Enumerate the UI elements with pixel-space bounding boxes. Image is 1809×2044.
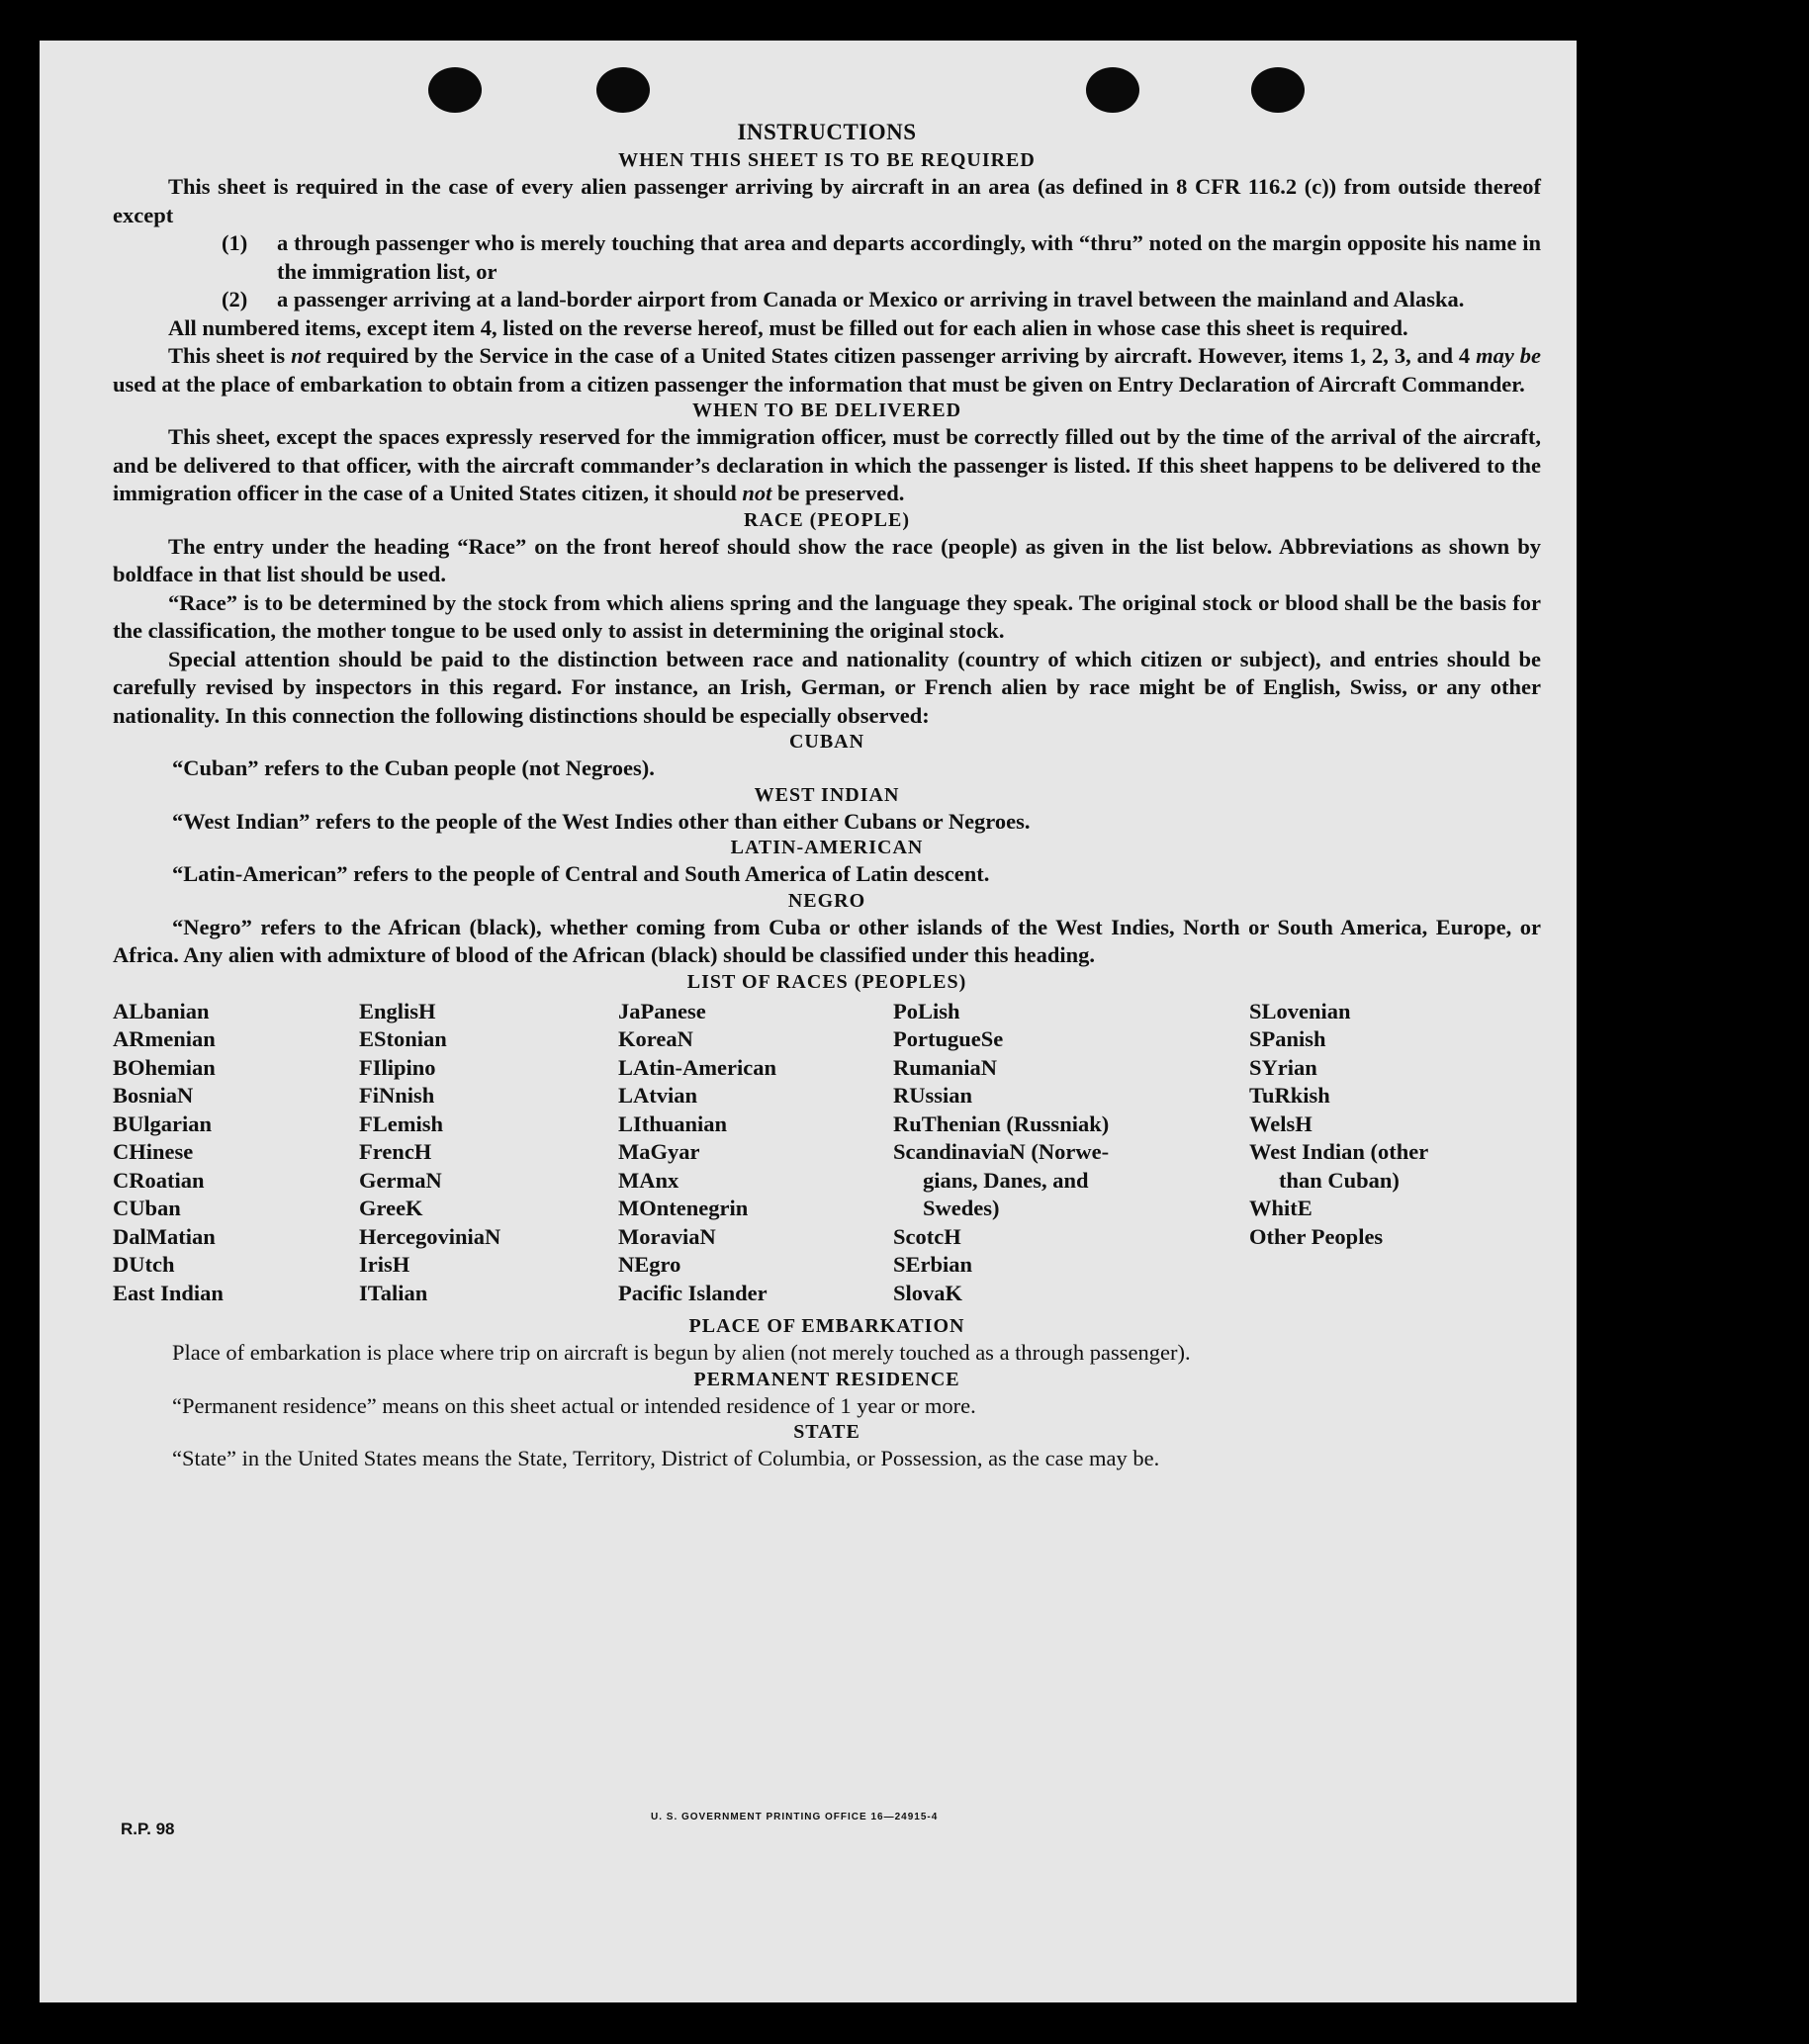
race-entry: NEgro	[618, 1252, 681, 1277]
section-heading-state: STATE	[793, 1421, 860, 1443]
item-number: (1)	[222, 230, 248, 255]
section-heading-embarkation: PLACE OF EMBARKATION	[688, 1315, 965, 1337]
definition: “Negro” refers to the African (black), whether coming from Cuba or other islands of the West Indies, North or South America, Europe, or Africa. Any alien with admixture of blood of the African (black) should be classified under this heading.	[113, 914, 1541, 967]
race-entry: WhitE	[1249, 1196, 1312, 1220]
race-entry: LAtin-American	[618, 1054, 776, 1080]
race-entry: SlovaK	[893, 1280, 963, 1305]
race-entry: SLovenian	[1249, 998, 1351, 1023]
race-entry: MAnx	[618, 1167, 679, 1193]
race-entry: ARmenian	[113, 1026, 216, 1051]
race-entry: CHinese	[113, 1139, 194, 1164]
paragraph: This sheet, except the spaces expressly reserved for the immigration officer, must be correctly filled out by the time of the arrival of the aircraft, and be delivered to that officer, with the aircraft commander’s declaration in which the passenger is listed. If this sheet happens to be delivered to the immigration officer in the case of a United States citizen, it should not be preserved.	[113, 424, 1541, 505]
item-text: a through passenger who is merely touching that area and departs accordingly, with “thru” noted on the margin opposite his name in the immigration list, or	[277, 230, 1541, 284]
race-column	[1249, 998, 1516, 1308]
race-column	[618, 998, 893, 1308]
race-entry: CRoatian	[113, 1167, 205, 1193]
race-entry: RumaniaN	[893, 1054, 998, 1080]
section-heading-list-of-races: LIST OF RACES (PEOPLES)	[686, 970, 967, 993]
definition: “Latin-American” refers to the people of Central and South America of Latin descent.	[172, 861, 990, 886]
race-entry: TuRkish	[1249, 1083, 1330, 1108]
definition: Place of embarkation is place where trip on aircraft is begun by alien (not merely touched as a through passenger).	[172, 1340, 1191, 1365]
definition: “West Indian” refers to the people of the West Indies other than either Cubans or Negroes.	[172, 808, 1031, 834]
paragraph: All numbered items, except item 4, listed on the reverse hereof, must be filled out for each alien in whose case this sheet is required.	[168, 314, 1408, 340]
numbered-item	[222, 286, 1541, 314]
punch-hole	[1086, 67, 1139, 113]
race-entry: than Cuban)	[1279, 1167, 1400, 1193]
paragraph: This sheet is required in the case of every alien passenger arriving by aircraft in an area (as defined in 8 CFR 116.2 (c)) from outside thereof except	[113, 174, 1541, 227]
paragraph: Special attention should be paid to the distinction between race and nationality (country of which citizen or subject), and entries should be carefully revised by inspectors in this regard. For instance, an Irish, German, or French alien by race might be of English, Swiss, or any other nationality. In this connection the following distinctions should be especially observed:	[113, 646, 1541, 728]
race-entry: FrencH	[359, 1139, 432, 1164]
race-list	[113, 998, 1541, 1308]
document-sheet	[40, 41, 1577, 2002]
race-entry: ScotcH	[893, 1223, 961, 1249]
race-entry: MOntenegrin	[618, 1196, 749, 1220]
race-entry: gians, Danes, and	[923, 1167, 1089, 1193]
race-entry: JaPanese	[618, 998, 706, 1023]
paragraph: “Race” is to be determined by the stock from which aliens spring and the language they speak. The original stock or blood shall be the basis for the classification, the mother tongue to be used only to assist in determining the original stock.	[113, 589, 1541, 643]
race-entry: GreeK	[359, 1196, 423, 1220]
race-entry: SPanish	[1249, 1026, 1326, 1051]
paragraph: This sheet is not required by the Service in the case of a United States citizen passenger arriving by aircraft. However, items 1, 2, 3, and 4 may be used at the place of embarkation to obtain from a citizen passenger the information that must be given on Entry Declaration of Aircraft Commander.	[113, 343, 1542, 397]
race-entry: Swedes)	[923, 1196, 1000, 1220]
race-entry: MaGyar	[618, 1139, 700, 1164]
section-heading-when-required: WHEN THIS SHEET IS TO BE REQUIRED	[618, 149, 1036, 171]
page-title: INSTRUCTIONS	[737, 120, 917, 144]
item-text: a passenger arriving at a land-border airport from Canada or Mexico or arriving in travel between the mainland and Alaska.	[277, 287, 1465, 311]
race-entry: BOhemian	[113, 1054, 216, 1080]
race-column	[893, 998, 1249, 1308]
race-entry: DalMatian	[113, 1223, 216, 1249]
race-entry: BUlgarian	[113, 1111, 213, 1136]
race-entry: EStonian	[359, 1026, 447, 1051]
section-heading-race: RACE (PEOPLE)	[744, 508, 910, 531]
definition: “State” in the United States means the State, Territory, District of Columbia, or Possession, as the case may be.	[172, 1446, 1160, 1470]
race-entry: MoraviaN	[618, 1223, 716, 1249]
race-entry: ITalian	[359, 1280, 428, 1305]
race-entry: DUtch	[113, 1252, 175, 1277]
race-entry: FLemish	[359, 1111, 444, 1136]
race-entry: IrisH	[359, 1252, 410, 1277]
race-column	[359, 998, 618, 1308]
race-entry: West Indian (other	[1249, 1139, 1429, 1164]
race-entry: FIlipino	[359, 1054, 436, 1080]
section-heading-negro: NEGRO	[787, 889, 866, 912]
form-number: R.P. 98	[121, 1820, 175, 1838]
race-entry: Other Peoples	[1249, 1223, 1384, 1249]
race-entry: GermaN	[359, 1167, 442, 1193]
definition: “Permanent residence” means on this sheet actual or intended residence of 1 year or more.	[172, 1392, 976, 1418]
race-entry: BosniaN	[113, 1083, 194, 1108]
race-entry: EnglisH	[359, 998, 436, 1023]
instructions-body	[113, 120, 1541, 1473]
race-entry: CUban	[113, 1196, 181, 1220]
race-entry: Pacific Islander	[618, 1280, 768, 1305]
definition: “Cuban” refers to the Cuban people (not Negroes).	[172, 755, 655, 780]
race-entry: KoreaN	[618, 1026, 693, 1051]
race-entry: LAtvian	[618, 1083, 698, 1108]
race-entry: SYrian	[1249, 1054, 1317, 1080]
punch-hole	[1251, 67, 1305, 113]
section-heading-west-indian: WEST INDIAN	[754, 783, 900, 806]
race-entry: PortugueSe	[893, 1026, 1004, 1051]
section-heading-cuban: CUBAN	[788, 731, 865, 753]
race-entry: HercegoviniaN	[359, 1223, 501, 1249]
race-entry: RUssian	[893, 1083, 973, 1108]
race-entry: FiNnish	[359, 1083, 435, 1108]
race-entry: SErbian	[893, 1252, 973, 1277]
race-entry: PoLish	[893, 998, 960, 1023]
section-heading-when-delivered: WHEN TO BE DELIVERED	[691, 400, 962, 421]
item-number: (2)	[222, 287, 248, 311]
race-entry: RuThenian (Russniak)	[893, 1111, 1110, 1136]
race-entry: ALbanian	[113, 998, 210, 1023]
section-heading-latin-american: LATIN-AMERICAN	[730, 837, 924, 858]
race-column	[113, 998, 359, 1308]
punch-hole	[428, 67, 482, 113]
numbered-item	[222, 229, 1541, 286]
printer-imprint: U. S. GOVERNMENT PRINTING OFFICE 16—24915-4	[651, 1812, 939, 1822]
paragraph: The entry under the heading “Race” on the front hereof should show the race (people) as given in the list below. Abbreviations as shown by boldface in that list should be used.	[113, 533, 1541, 586]
race-entry: WelsH	[1249, 1111, 1312, 1136]
race-entry: East Indian	[113, 1280, 224, 1305]
section-heading-permanent-residence: PERMANENT RESIDENCE	[693, 1368, 960, 1390]
race-entry: LIthuanian	[618, 1111, 728, 1136]
punch-hole	[596, 67, 650, 113]
race-entry: ScandinaviaN (Norwe-	[893, 1139, 1110, 1164]
